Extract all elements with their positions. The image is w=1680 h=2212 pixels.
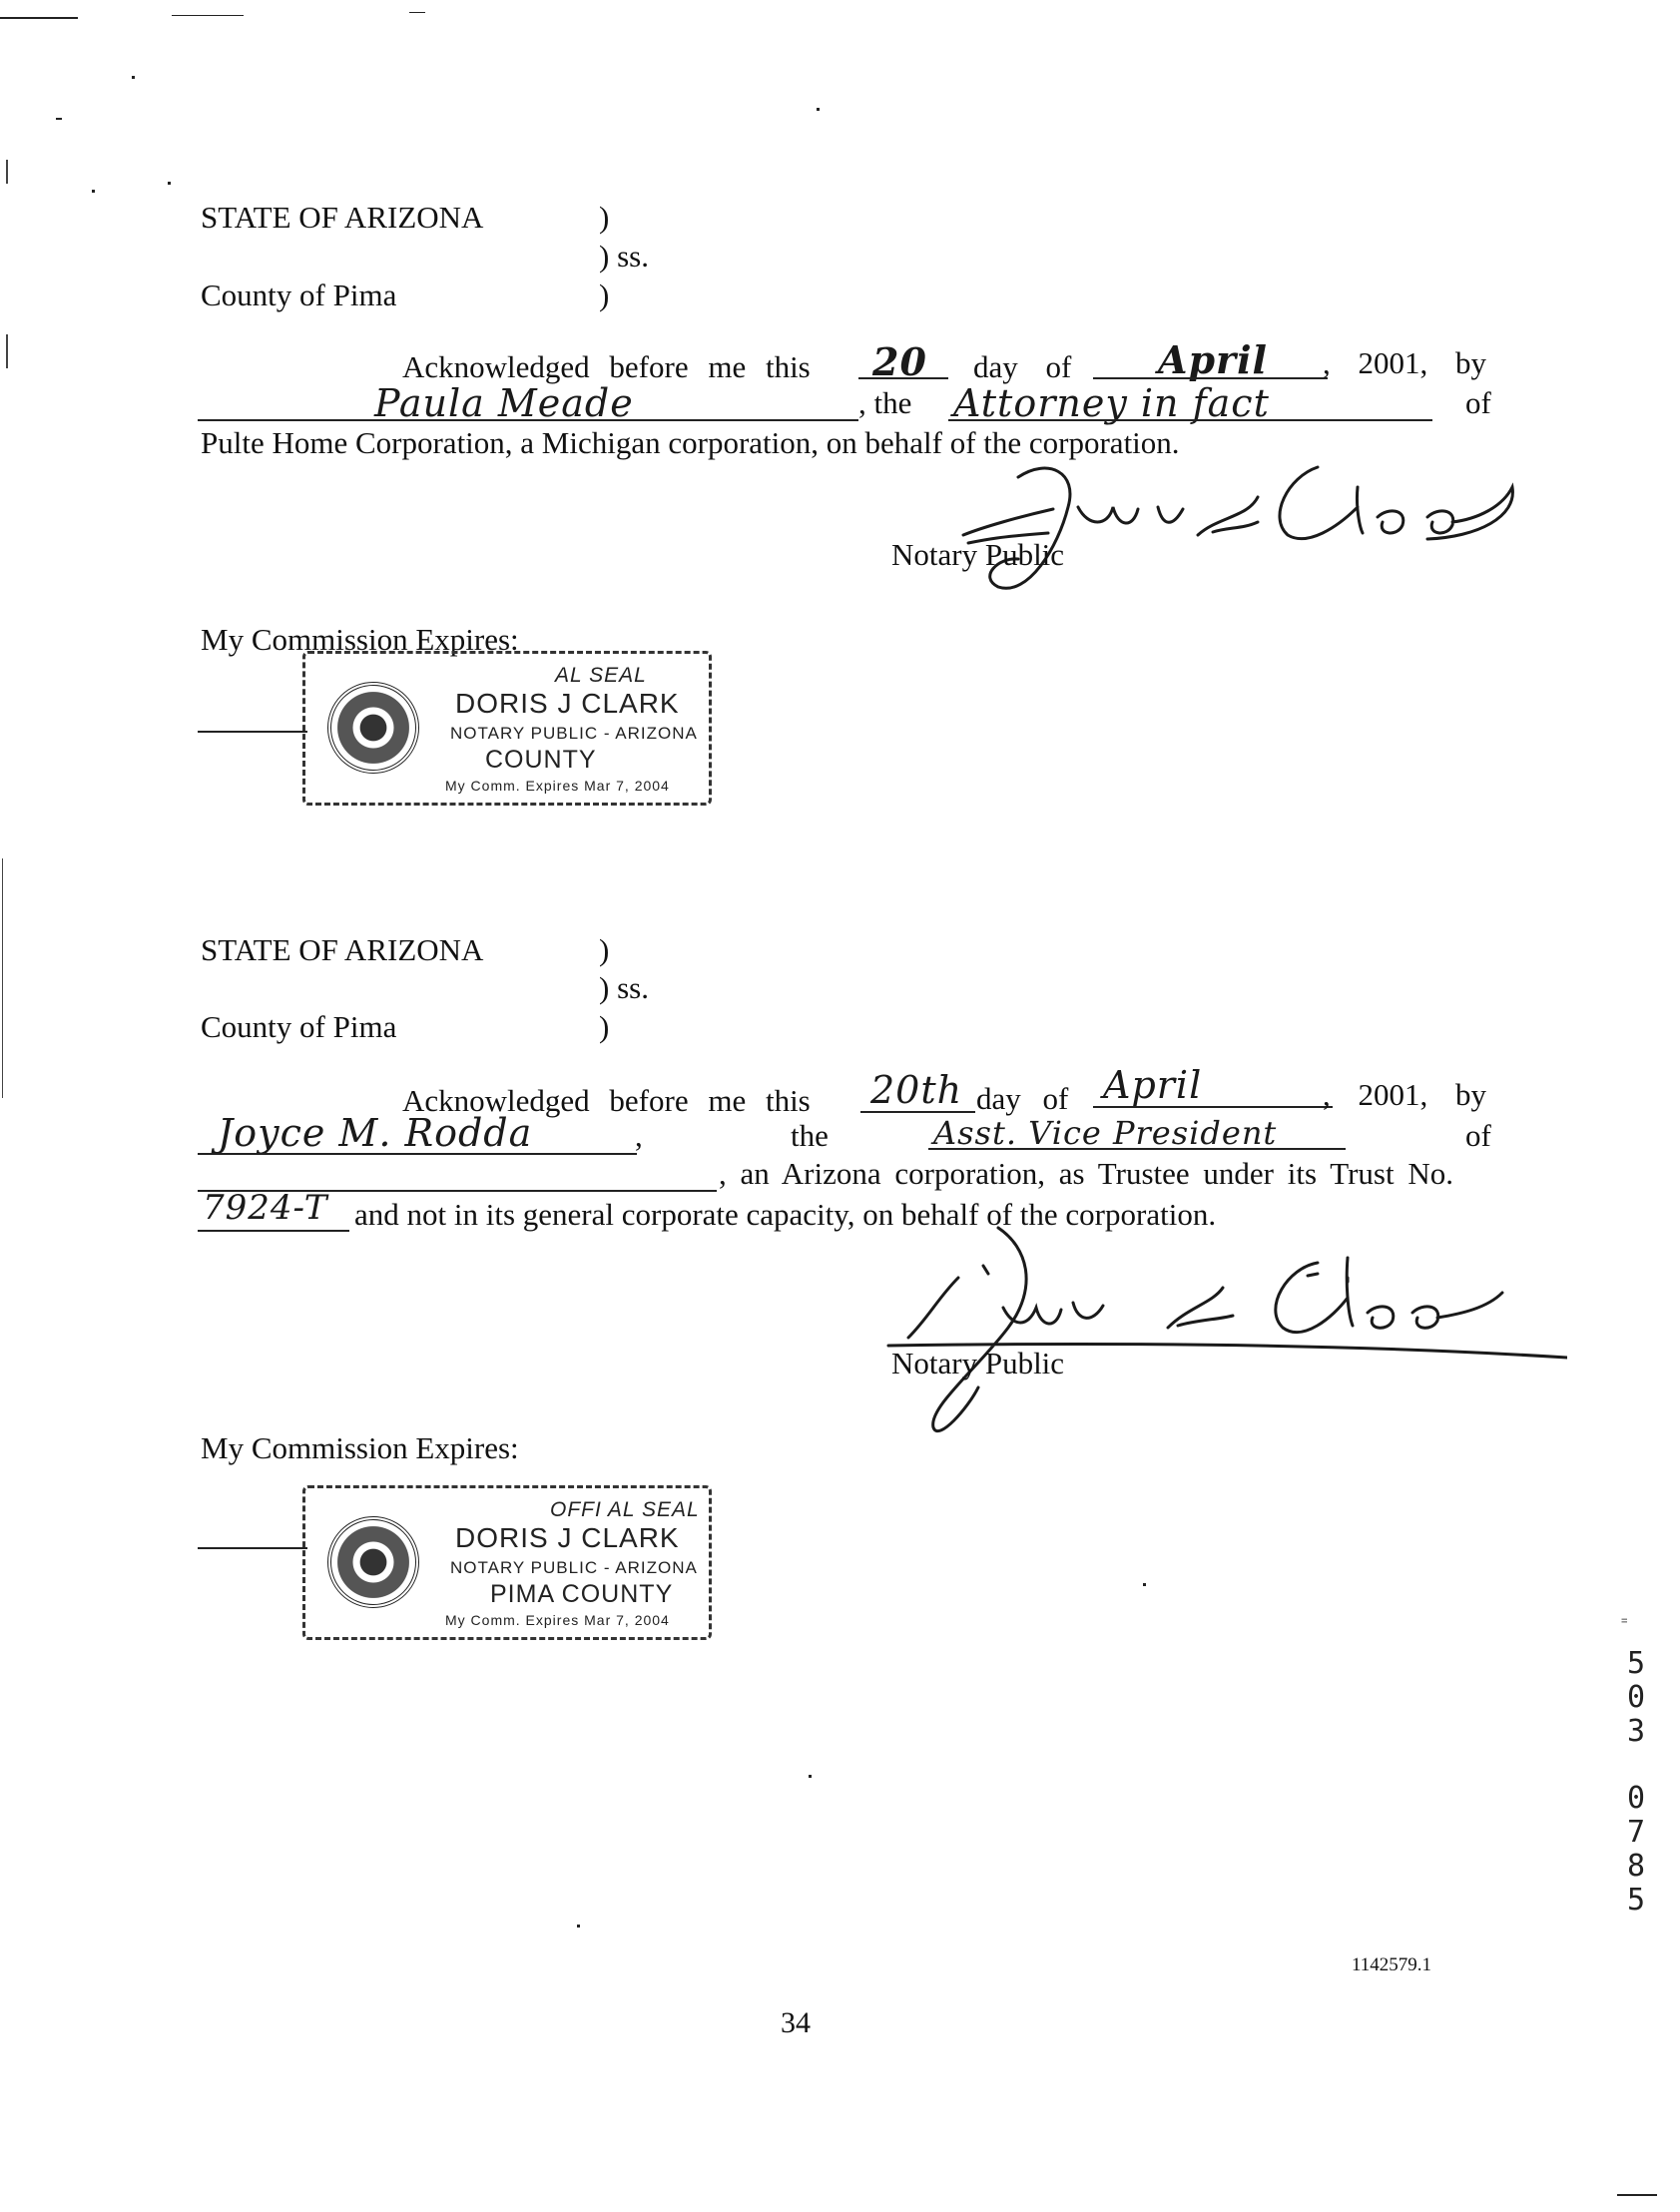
paren: ) — [599, 200, 610, 235]
name-blank-line — [198, 419, 858, 421]
notary-signature-2 — [878, 1208, 1567, 1437]
scan-artifact-line — [172, 15, 244, 16]
seal-expiration: My Comm. Expires Mar 7, 2004 — [445, 1612, 670, 1628]
day-of-label: day of — [973, 349, 1072, 384]
county-heading: County of Pima — [201, 277, 397, 312]
scan-artifact-line — [409, 12, 425, 13]
the-label: the — [791, 1118, 829, 1153]
year-by-label: , 2001, by — [1323, 345, 1486, 380]
trust-number-value: 7924-T — [203, 1188, 328, 1228]
month-blank-line — [1093, 1106, 1333, 1108]
state-heading: STATE OF ARIZONA — [201, 200, 484, 235]
margin-stamp-digit: 7 — [1626, 1815, 1646, 1850]
document-number: 1142579.1 — [1352, 1954, 1432, 1975]
trustee-line: , an Arizona corporation, as Trustee under its Trust No. — [719, 1156, 1453, 1191]
scan-speck — [577, 1925, 580, 1928]
state-seal-emblem — [327, 1516, 419, 1608]
comma: , — [635, 1118, 643, 1153]
seal-title: OFFI AL SEAL — [550, 1498, 700, 1521]
seal-notary-public: NOTARY PUBLIC - ARIZONA — [450, 724, 698, 743]
the-label: , the — [858, 385, 912, 420]
notary-public-label: Notary Public — [891, 537, 1065, 572]
notary-public-label: Notary Public — [891, 1346, 1065, 1381]
ack-prefix: Acknowledged before me this — [402, 1083, 811, 1118]
name-blank-line — [198, 1153, 637, 1155]
seal-title: AL SEAL — [555, 664, 647, 687]
notary-seal-stamp — [302, 1485, 712, 1640]
name-value: Joyce M. Rodda — [218, 1111, 533, 1155]
of-label: of — [1465, 385, 1491, 420]
month-value: April — [1158, 337, 1268, 382]
scan-speck — [817, 108, 820, 111]
paren: ) — [599, 277, 610, 312]
title-blank-line — [948, 419, 1432, 421]
seal-expiration: My Comm. Expires Mar 7, 2004 — [445, 778, 670, 794]
ss-marker: ) ss. — [599, 239, 649, 274]
day-blank-line — [860, 1111, 975, 1113]
title-blank-line — [928, 1148, 1346, 1150]
scan-speck — [92, 190, 95, 193]
month-blank-line — [1093, 377, 1328, 379]
notary-signature-1 — [958, 447, 1517, 617]
title-value: Attorney in fact — [953, 381, 1270, 425]
margin-stamp-digit: 3 — [1626, 1714, 1646, 1749]
state-heading: STATE OF ARIZONA — [201, 932, 484, 967]
notary-seal-stamp — [302, 651, 712, 806]
seal-county: PIMA COUNTY — [490, 1580, 674, 1608]
seal-notary-name: DORIS J CLARK — [455, 1522, 680, 1553]
margin-stamp-digit: 5 — [1626, 1883, 1646, 1918]
capacity-line: and not in its general corporate capacity, on behalf of the corporation. — [354, 1197, 1217, 1232]
margin-stamp-digit: 0 — [1626, 1680, 1646, 1715]
of-label: of — [1465, 1118, 1491, 1153]
trust-number-blank-line — [198, 1230, 349, 1232]
page-number: 34 — [781, 2006, 811, 2039]
seal-notary-name: DORIS J CLARK — [455, 688, 680, 719]
seal-county: COUNTY — [485, 746, 597, 774]
day-blank-line — [858, 377, 948, 379]
paren: ) — [599, 1009, 610, 1044]
corporation-line: Pulte Home Corporation, a Michigan corporation, on behalf of the corporation. — [201, 425, 1180, 460]
scan-artifact-line — [6, 160, 8, 184]
state-seal-emblem — [327, 682, 419, 774]
day-value: 20 — [872, 339, 927, 384]
paren: ) — [599, 932, 610, 967]
ack-prefix: Acknowledged before me this — [402, 349, 811, 384]
county-heading: County of Pima — [201, 1009, 397, 1044]
scan-artifact-line — [6, 334, 8, 368]
margin-stamp-digit: 5 — [1626, 1646, 1646, 1681]
scan-speck — [168, 182, 171, 185]
scan-speck — [56, 118, 62, 120]
title-value: Asst. Vice President — [933, 1114, 1278, 1152]
commission-blank-line — [198, 1547, 307, 1549]
day-value: 20th — [870, 1068, 963, 1112]
scan-artifact-line — [1617, 2194, 1657, 2196]
margin-stamp-digit: 0 — [1626, 1781, 1646, 1816]
ss-marker: ) ss. — [599, 970, 649, 1005]
commission-blank-line — [198, 731, 307, 733]
seal-notary-public: NOTARY PUBLIC - ARIZONA — [450, 1558, 698, 1577]
commission-expires-label: My Commission Expires: — [201, 1430, 519, 1465]
scan-artifact-line — [2, 858, 3, 1098]
year-by-label: , 2001, by — [1323, 1077, 1486, 1112]
scan-speck — [809, 1775, 812, 1778]
scan-artifact-line — [0, 17, 78, 19]
month-value: April — [1103, 1063, 1203, 1107]
day-of-label: day of — [976, 1081, 1069, 1116]
scan-speck — [1143, 1583, 1146, 1586]
scan-speck — [132, 76, 135, 79]
commission-expires-label: My Commission Expires: — [201, 622, 519, 657]
name-value: Paula Meade — [374, 381, 634, 425]
margin-stamp-digit: 8 — [1626, 1849, 1646, 1884]
margin-tiny-mark: ıı — [1618, 1617, 1630, 1624]
